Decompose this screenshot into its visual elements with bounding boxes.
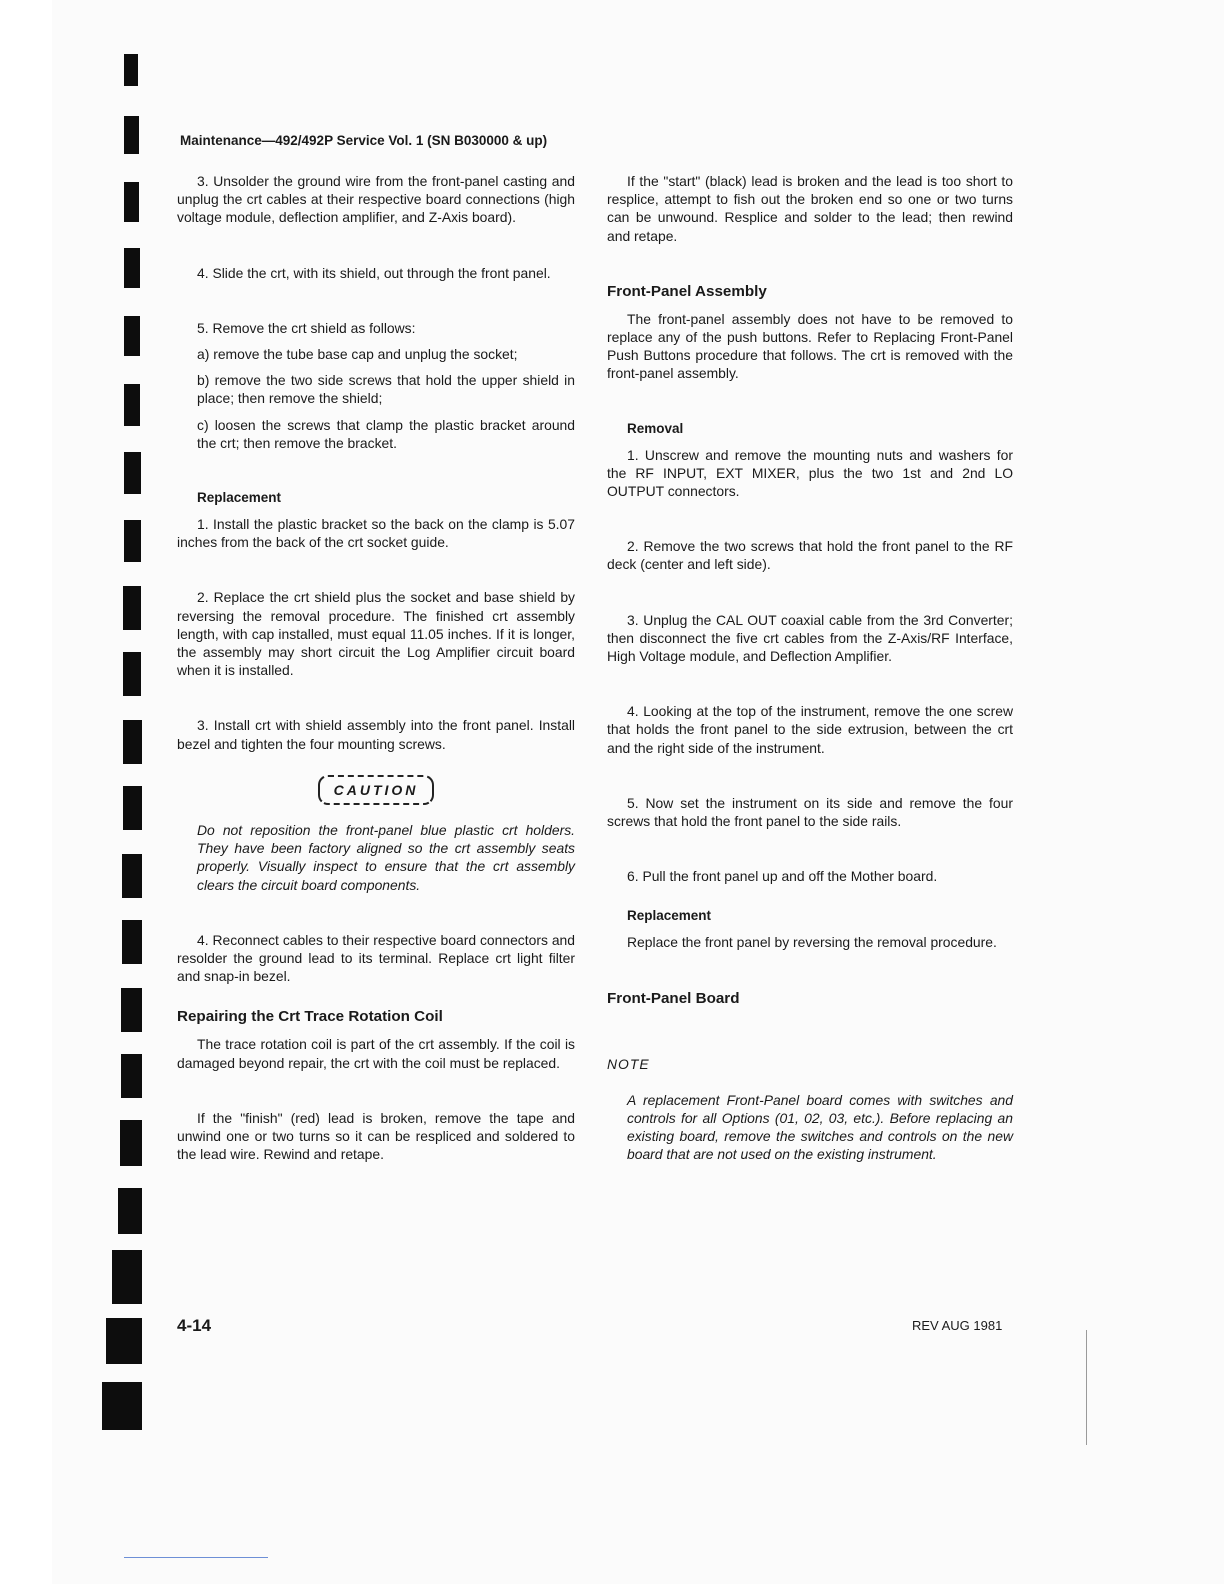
binding-mark [120,1120,142,1166]
paragraph: 4. Reconnect cables to their respective board connectors and resolder the ground lead to its terminal. Replace crt light filter and snap-in bezel. [177,931,575,985]
section-heading: Front-Panel Assembly [607,282,767,300]
left-column [177,172,575,1164]
section-heading: Front-Panel Board [607,989,740,1007]
note-title: NOTE [607,1055,650,1072]
paragraph: 3. Unplug the CAL OUT coaxial cable from the 3rd Converter; then disconnect the five crt cables from the Z-Axis/RF Interface, High Voltage module, and Deflection Amplifier. [607,611,1013,665]
paragraph: 5. Now set the instrument on its side and remove the four screws that hold the front panel to the side rails. [607,794,1013,830]
paragraph: 4. Slide the crt, with its shield, out through the front panel. [197,264,551,281]
binding-mark [122,854,142,898]
binding-mark [112,1250,142,1304]
binding-mark [124,520,141,562]
page-number: 4-14 [177,1316,212,1335]
list-item: b) remove the two side screws that hold the upper shield in place; then remove the shield; [197,372,575,407]
paragraph: 4. Looking at the top of the instrument, remove the one screw that holds the front panel to the side extrusion, between the crt and the right side of the instrument. [607,703,1013,756]
paragraph: The trace rotation coil is part of the crt assembly. If the coil is damaged beyond repair, the crt with the coil must be replaced. [177,1036,575,1071]
binding-mark [124,182,139,222]
binding-mark [102,1382,142,1430]
paragraph: Replace the front panel by reversing the removal procedure. [627,934,997,951]
removal-heading: Removal [627,420,684,436]
running-head: Maintenance—492/492P Service Vol. 1 (SN B030000 & up) [180,133,548,148]
binding-mark [124,452,141,494]
binding-mark [122,920,142,964]
binding-mark [124,54,138,86]
note-text: A replacement Front-Panel board comes with switches and controls for all Options (01, 02, 03, etc.). Before replacing an existing board, remove the switches and controls on the new board that are not used on the existing instrument. [627,1091,1013,1163]
binding-mark [121,988,142,1032]
caution-banner [177,775,575,805]
replacement-heading: Replacement [627,908,712,924]
paragraph: 1. Install the plastic bracket so the back on the clamp is 5.07 inches from the back of the crt socket guide. [177,516,575,551]
binding-mark [123,652,141,696]
paragraph: 1. Unscrew and remove the mounting nuts and washers for the RF INPUT, EXT MIXER, plus the two 1st and 2nd LO OUTPUT connectors. [607,446,1013,500]
paragraph: 2. Replace the crt shield plus the socket and base shield by reversing the removal procedure. The finished crt assembly length, with cap installed, must equal 11.05 inches. If it is longer, the assembly may short circuit the Log Amplifier circuit board when it is installed. [177,589,575,679]
paragraph: 3. Unsolder the ground wire from the front-panel casting and unplug the crt cables at their respective board connections (high voltage module, deflection amplifier, and Z-Axis board). [177,173,575,226]
replacement-heading: Replacement [197,490,282,506]
binding-mark [124,248,140,288]
paragraph: 2. Remove the two screws that hold the front panel to the RF deck (center and left side). [607,538,1013,573]
paragraph: If the "start" (black) lead is broken and the lead is too short to resplice, attempt to fish out the broken end so one or two turns can be unwound. Resplice and solder to the lead; then rewind and retape. [607,173,1013,244]
binding-mark [123,786,142,830]
binding-mark [124,316,140,356]
binding-mark [121,1054,142,1098]
binding-mark [124,116,139,154]
revision-date: REV AUG 1981 [912,1318,1003,1333]
caution-text: Do not reposition the front-panel blue plastic crt holders. They have been factory aligned so the crt assembly seats properly. Visually inspect to ensure that the crt assembly clears the circuit board components. [197,822,575,893]
scan-artifact-rule [124,1557,268,1558]
binding-mark [123,720,142,764]
paragraph: The front-panel assembly does not have to be removed to replace any of the push buttons. Refer to Replacing Front-Panel Push Buttons procedure that follows. The crt is removed with the front-panel assembly. [607,310,1013,382]
binding-edge [0,0,160,1584]
caution-label: CAUTION [318,775,435,805]
paragraph: 5. Remove the crt shield as follows: [197,319,416,336]
scan-artifact-line [1086,1330,1087,1445]
section-heading: Repairing the Crt Trace Rotation Coil [177,1008,443,1026]
binding-mark [106,1318,142,1364]
binding-mark [123,586,141,630]
paragraph: 6. Pull the front panel up and off the Mother board. [627,868,938,885]
binding-mark [118,1188,142,1234]
list-item: c) loosen the screws that clamp the plastic bracket around the crt; then remove the bracket. [197,416,575,451]
paragraph: 3. Install crt with shield assembly into the front panel. Install bezel and tighten the four mounting screws. [177,717,575,752]
paragraph: If the "finish" (red) lead is broken, remove the tape and unwind one or two turns so it can be respliced and soldered to the lead wire. Rewind and retape. [177,1109,575,1163]
list-item: a) remove the tube base cap and unplug the socket; [197,346,518,363]
binding-mark [124,384,140,426]
right-column [607,172,1013,1164]
